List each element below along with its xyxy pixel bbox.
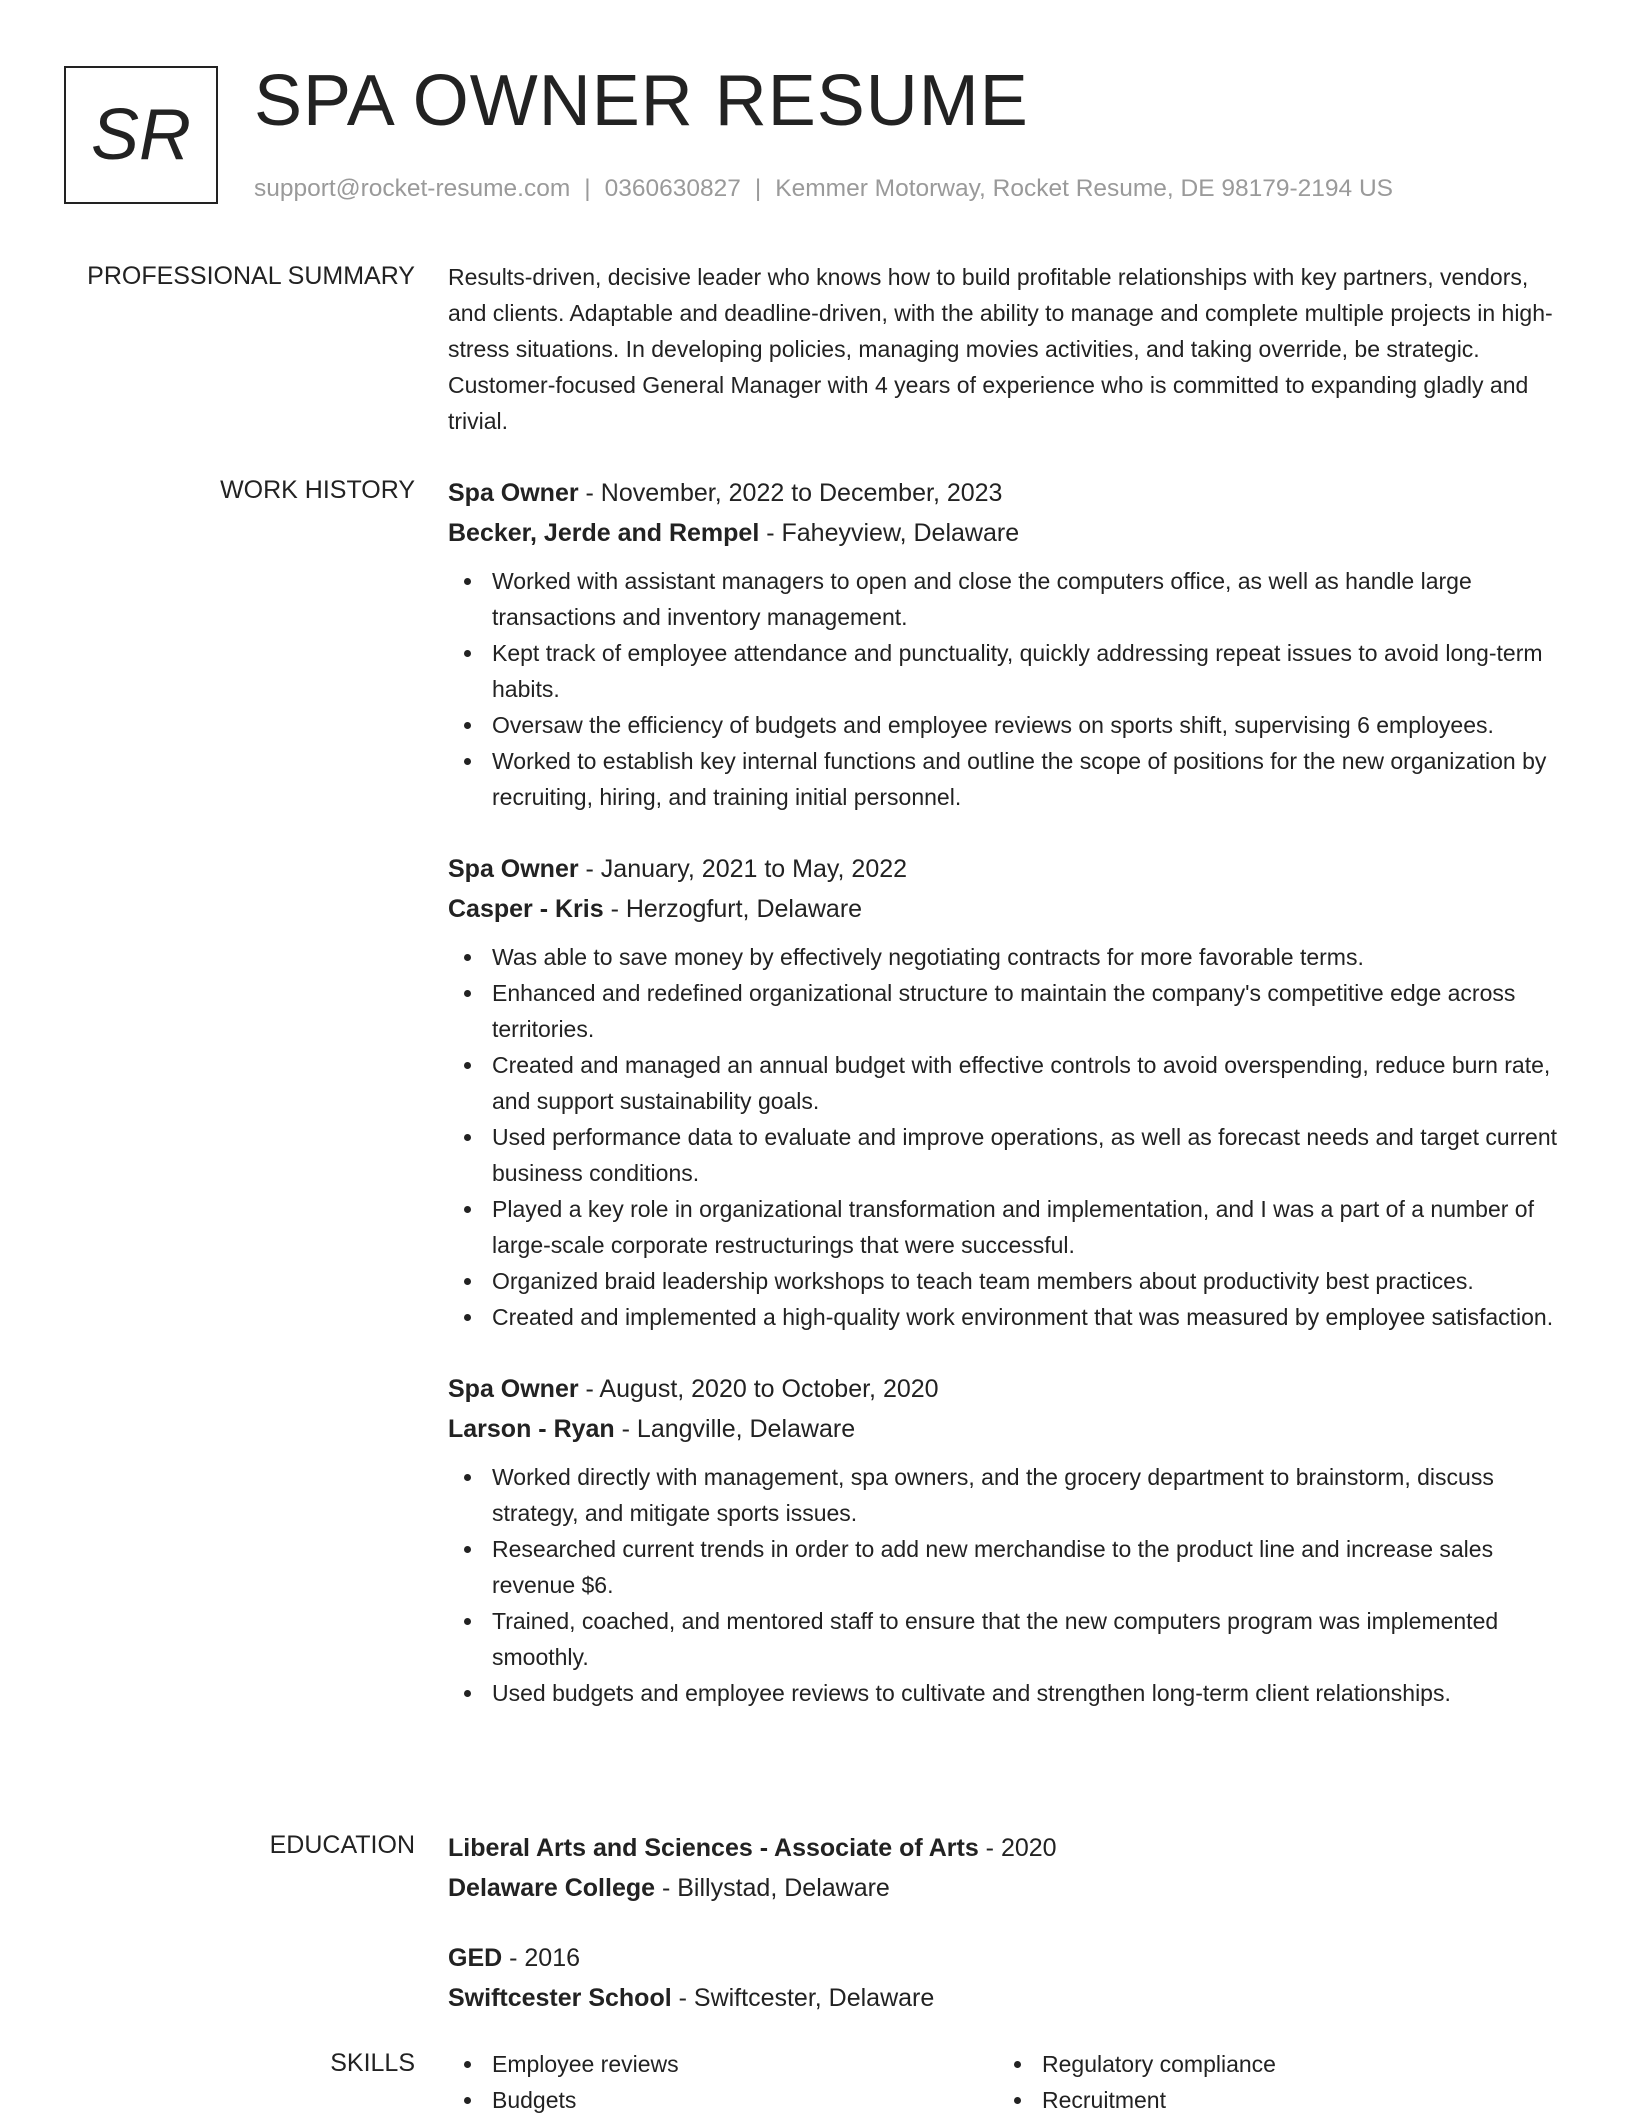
contact-line [254, 172, 1393, 206]
job-location: - Herzogfurt, Delaware [603, 895, 863, 923]
contact-separator: | [754, 175, 762, 202]
job-bullet: Trained, coached, and mentored staff to ensure that the new computers program was implemented smoothly. [448, 1603, 1566, 1675]
job-bullet: Enhanced and redefined organizational structure to maintain the company's competitive edge across territories. [448, 975, 1566, 1047]
job-bullet: Organized braid leadership workshops to teach team members about productivity best practices. [448, 1263, 1566, 1299]
job-bullet: Used performance data to evaluate and improve operations, as well as forecast needs and target current business conditions. [448, 1119, 1566, 1191]
section-heading-skills: SKILLS [330, 2049, 415, 2077]
job-title-line [448, 473, 1566, 513]
skills-grid [448, 2046, 1566, 2118]
job-location: - Faheyview, Delaware [759, 519, 1020, 547]
education-school: Swiftcester School [448, 1984, 672, 2012]
education-year: - 2020 [978, 1834, 1057, 1862]
job-bullet: Worked directly with management, spa owners, and the grocery department to brainstorm, discuss strategy, and mitigate sports issues. [448, 1459, 1566, 1531]
summary-text: Results-driven, decisive leader who knows how to build profitable relationships with key partners, vendors, and clients. Adaptable and deadline-driven, with the ability to manage and complete multiple projects in high-stress situations. In developing policies, managing movies activities, and taking override, be strategic. Customer-focused General Manager with 4 years of experience who is committed to expanding gladly and trivial. [448, 264, 1553, 434]
job-entry [448, 849, 1566, 1335]
job-title: Spa Owner [448, 479, 579, 507]
skill-item: Budgets [448, 2082, 998, 2118]
job-bullets [448, 1459, 1566, 1711]
monogram-logo: SR [64, 66, 218, 204]
job-company: Larson - Ryan [448, 1415, 615, 1443]
section-heading-summary: PROFESSIONAL SUMMARY [87, 262, 415, 290]
job-bullet: Kept track of employee attendance and punctuality, quickly addressing repeat issues to avoid long-term habits. [448, 635, 1566, 707]
education-degree-line [448, 1938, 1566, 1978]
job-company-line [448, 513, 1566, 553]
education-location: - Swiftcester, Delaware [671, 1984, 935, 2012]
education-school-line [448, 1978, 1566, 2018]
contact-address: Kemmer Motorway, Rocket Resume, DE 98179-2194 US [775, 175, 1394, 202]
job-bullet: Used budgets and employee reviews to cultivate and strengthen long-term client relationships. [448, 1675, 1566, 1711]
education-entry [448, 1828, 1566, 1908]
job-dates: - August, 2020 to October, 2020 [578, 1375, 939, 1403]
job-bullet: Worked with assistant managers to open and close the computers office, as well as handle large transactions and inventory management. [448, 563, 1566, 635]
job-bullet: Was able to save money by effectively negotiating contracts for more favorable terms. [448, 939, 1566, 975]
contact-separator: | [584, 175, 591, 202]
skill-item: Regulatory compliance [998, 2046, 1548, 2082]
job-company: Casper - Kris [448, 895, 604, 923]
job-bullet: Created and implemented a high-quality work environment that was measured by employee satisfaction. [448, 1299, 1566, 1335]
contact-email[interactable]: support@rocket-resume.com [254, 175, 571, 202]
job-title: Spa Owner [448, 1375, 579, 1403]
section-heading-education: EDUCATION [269, 1831, 415, 1859]
job-title-line [448, 849, 1566, 889]
section-heading-work-history: WORK HISTORY [220, 476, 415, 504]
education-year: - 2016 [502, 1944, 581, 1972]
job-bullet: Created and managed an annual budget with effective controls to avoid overspending, reduce burn rate, and support sustainability goals. [448, 1047, 1566, 1119]
job-bullet: Worked to establish key internal functions and outline the scope of positions for the new organization by recruiting, hiring, and training initial personnel. [448, 743, 1566, 815]
job-location: - Langville, Delaware [614, 1415, 856, 1443]
job-bullet: Researched current trends in order to add new merchandise to the product line and increase sales revenue $6. [448, 1531, 1566, 1603]
job-dates: - January, 2021 to May, 2022 [578, 855, 908, 883]
job-company-line [448, 889, 1566, 929]
education-school: Delaware College [448, 1874, 656, 1902]
skills-list-left [448, 2046, 998, 2118]
job-dates: - November, 2022 to December, 2023 [578, 479, 1003, 507]
job-bullets [448, 563, 1566, 815]
skills-list-right [998, 2046, 1548, 2118]
education-degree-line [448, 1828, 1566, 1868]
resume-title: SPA OWNER RESUME [254, 61, 1029, 141]
job-bullet: Oversaw the efficiency of budgets and employee reviews on sports shift, supervising 6 employees. [448, 707, 1566, 743]
job-title-line [448, 1369, 1566, 1409]
job-entry [448, 473, 1566, 815]
job-title: Spa Owner [448, 855, 579, 883]
education-location: - Billystad, Delaware [655, 1874, 890, 1902]
job-bullet: Played a key role in organizational transformation and implementation, and I was a part of a number of large-scale corporate restructurings that were successful. [448, 1191, 1566, 1263]
skill-item: Recruitment [998, 2082, 1548, 2118]
contact-phone[interactable]: 0360630827 [604, 175, 741, 202]
education-degree: GED [448, 1944, 503, 1972]
education-entry [448, 1938, 1566, 2018]
job-company: Becker, Jerde and Rempel [448, 519, 760, 547]
education-degree: Liberal Arts and Sciences - Associate of Arts [448, 1834, 979, 1862]
skill-item: Employee reviews [448, 2046, 998, 2082]
education-school-line [448, 1868, 1566, 1908]
job-company-line [448, 1409, 1566, 1449]
job-bullets [448, 939, 1566, 1335]
job-entry [448, 1369, 1566, 1711]
